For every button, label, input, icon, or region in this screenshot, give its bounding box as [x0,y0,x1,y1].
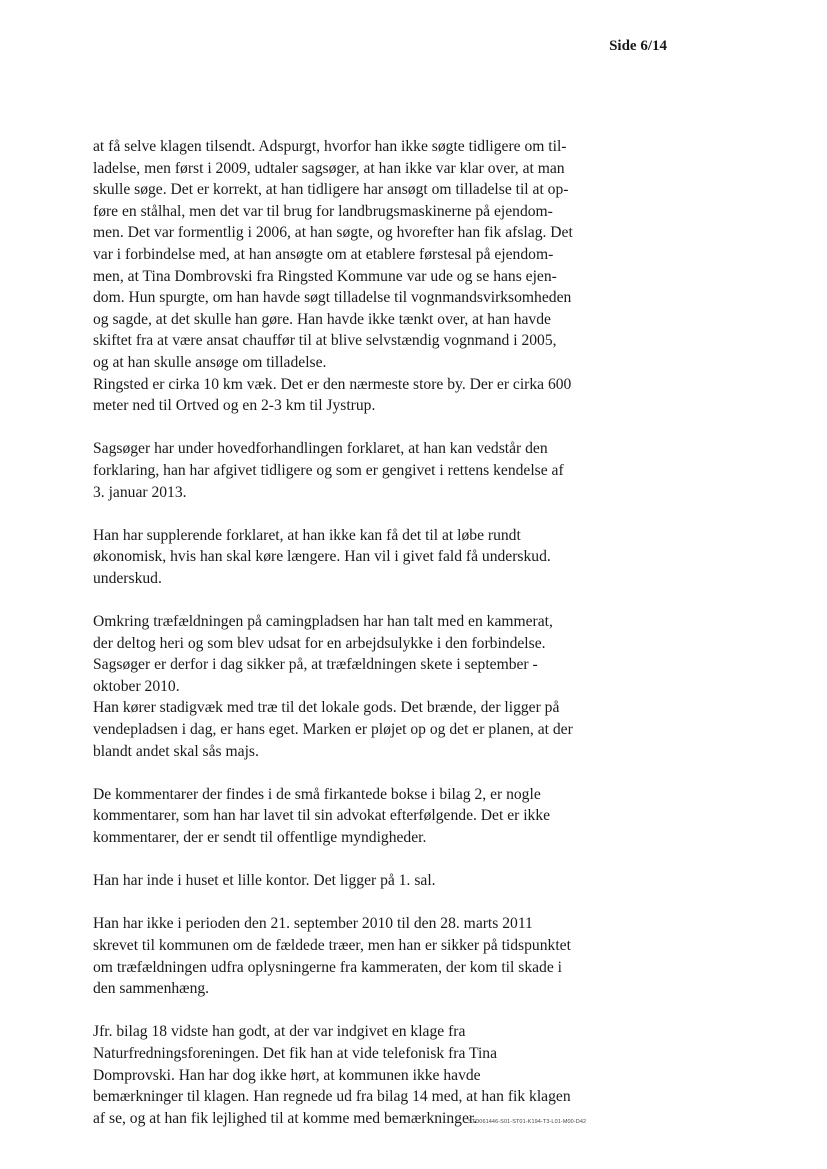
text-line: forklaring, han har afgivet tidligere og som er gengivet i rettens kendelse af [93,461,564,479]
text-line: ladelse, men først i 2009, udtaler sagsøger, at han ikke var klar over, at man [93,159,565,177]
text-line: skiftet fra at være ansat chauffør til at blive selvstændig vognmand i 2005, [93,332,557,350]
paragraph [93,913,653,999]
text-line: og sagde, at det skulle han gøre. Han havde ikke tænkt over, at han havde [93,310,551,328]
text-line: De kommentarer der findes i de små firkantede bokse i bilag 2, er nogle [93,785,541,803]
text-line: den sammenhæng. [93,980,210,998]
text-line: økonomisk, hvis han skal køre længere. Han vil i givet fald få underskud. [93,548,551,566]
paragraph [93,525,653,590]
text-line: om træfældningen udfra oplysningerne fra kammeraten, der kom til skade i [93,958,562,976]
text-line: meter ned til Ortved og en 2-3 km til Jystrup. [93,397,376,415]
text-line: vendepladsen i dag, er hans eget. Marken er pløjet op og det er planen, at der [93,721,573,739]
text-line: men, at Tina Dombrovski fra Ringsted Kommune var ude og se hans ejen- [93,267,557,285]
text-line: Naturfredningsforeningen. Det fik han at vide telefonisk fra Tina [93,1044,498,1062]
text-line: føre en stålhal, men det var til brug for landbrugsmaskinerne på ejendom- [93,202,553,220]
text-line: Han har supplerende forklaret, at han ikke kan få det til at løbe rundt [93,526,521,544]
document-body [93,136,653,1151]
text-line: skulle søge. Det er korrekt, at han tidligere har ansøgt om tilladelse til at op- [93,181,569,199]
text-line: Domprovski. Han har dog ikke hørt, at kommunen ikke havde [93,1066,481,1084]
text-line: Sagsøger har under hovedforhandlingen forklaret, at han kan vedstår den [93,440,548,458]
text-line: og at han skulle ansøge om tilladelse. [93,353,327,371]
paragraph [93,1021,653,1129]
paragraph [93,784,653,849]
text-line: Omkring træfældningen på camingpladsen har han talt med en kammerat, [93,613,553,631]
text-line: var i forbindelse med, at han ansøgte om at etablere førstesal på ejendom- [93,245,554,263]
text-line: bemærkninger til klagen. Han regnede ud fra bilag 14 med, at han fik klagen [93,1088,571,1106]
page-number: Side 6/14 [609,38,667,54]
text-line: Sagsøger er derfor i dag sikker på, at træfældningen skete i september - [93,656,538,674]
paragraph [93,438,653,503]
text-line: der deltog heri og som blev udsat for en arbejdsulykke i den forbindelse. [93,634,546,652]
text-line: af se, og at han fik lejlighed til at komme med bemærkninger. [93,1109,478,1127]
text-line: dom. Hun spurgte, om han havde søgt tilladelse til vognmandsvirksomheden [93,289,572,307]
text-line: blandt andet skal sås majs. [93,742,259,760]
paragraph [93,870,653,892]
text-line: skrevet til kommunen om de fældede træer, men han er sikker på tidspunktet [93,936,571,954]
text-line: Han har inde i huset et lille kontor. Det ligger på 1. sal. [93,872,436,890]
text-line: kommentarer, som han har lavet til sin advokat efterfølgende. Det er ikke [93,807,551,825]
text-line: Ringsted er cirka 10 km væk. Det er den nærmeste store by. Der er cirka 600 [93,375,572,393]
text-line: Jfr. bilag 18 vidste han godt, at der var indgivet en klage fra [93,1023,466,1041]
text-line: underskud. [93,569,162,587]
text-line: Han kører stadigvæk med træ til det lokale gods. Det brænde, der ligger på [93,699,560,717]
paragraph [93,611,653,762]
text-line: 3. januar 2013. [93,483,187,501]
paragraph [93,136,653,417]
document-code: STD061446-S01-ST01-K194-T3-L01-M00-D42 [468,1119,587,1125]
text-line: kommentarer, der er sendt til offentlige myndigheder. [93,829,427,846]
text-line: Han har ikke i perioden den 21. september 2010 til den 28. marts 2011 [93,915,533,933]
text-line: men. Det var formentlig i 2006, at han søgte, og hvorefter han fik afslag. Det [93,224,573,242]
text-line: oktober 2010. [93,677,180,695]
text-line: at få selve klagen tilsendt. Adspurgt, hvorfor han ikke søgte tidligere om til- [93,138,567,155]
